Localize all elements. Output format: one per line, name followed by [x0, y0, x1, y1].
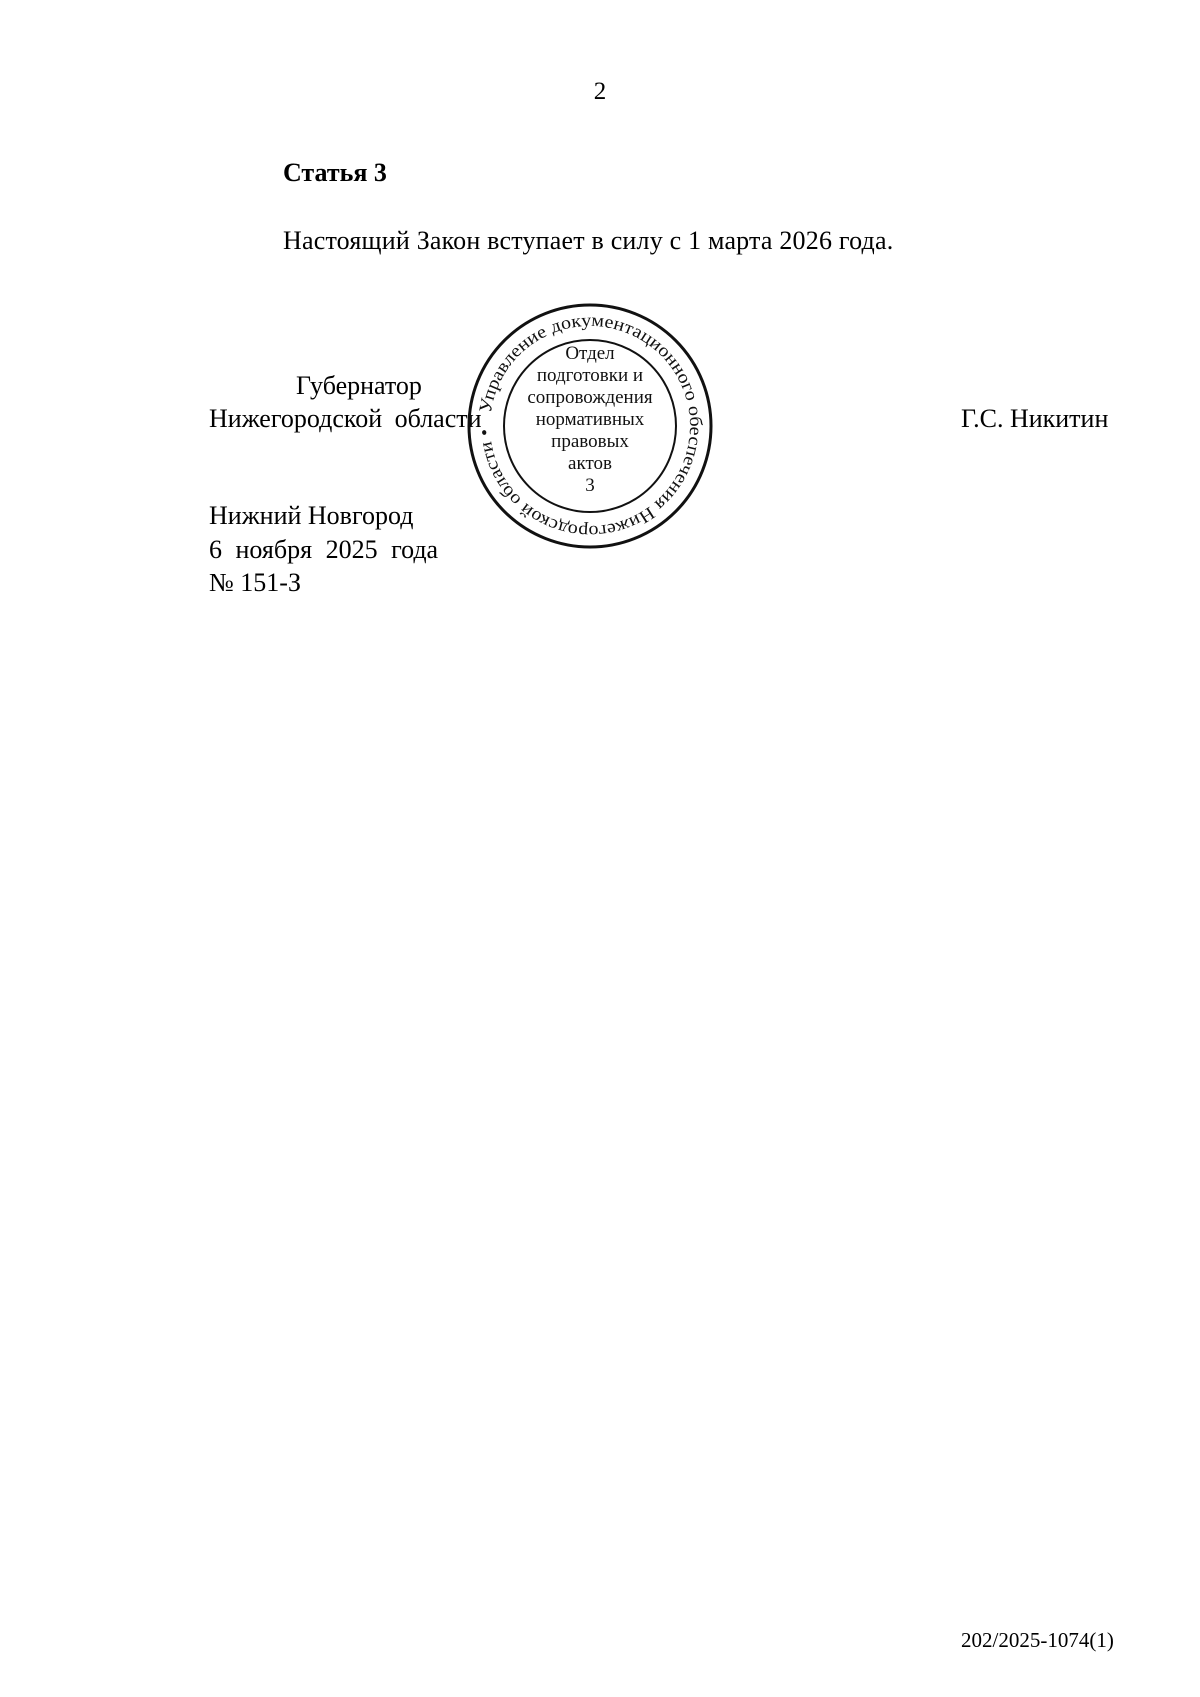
stamp-inner-line: подготовки и [536, 365, 644, 386]
article-heading: Статья 3 [283, 158, 387, 187]
stamp-inner-line: правовых [551, 431, 629, 452]
law-number: № 151-З [209, 568, 301, 597]
official-stamp [465, 301, 715, 551]
article-body: Настоящий Закон вступает в силу с 1 марта 2026 года. [283, 226, 894, 255]
stamp-inner-line: сопровождения [527, 387, 653, 408]
page-number: 2 [593, 78, 607, 105]
stamp-ring-text: Управление документационного обеспечения Нижегородской области • [474, 309, 707, 543]
governor-title: Губернатор [296, 371, 422, 400]
governor-region: Нижегородской области [209, 404, 482, 433]
stamp-seal-icon [465, 301, 715, 551]
governor-name: Г.С. Никитин [961, 404, 1109, 433]
stamp-inner-line: актов [568, 453, 612, 474]
stamp-inner-line: Отдел [565, 343, 615, 364]
stamp-inner-line: нормативных [535, 409, 645, 430]
stamp-inner-lines [527, 343, 653, 496]
stamp-inner-line: 3 [585, 475, 595, 496]
document-code: 202/2025-1074(1) [961, 1628, 1114, 1652]
signing-place: Нижний Новгород [209, 501, 414, 530]
signing-date: 6 ноября 2025 года [209, 535, 439, 564]
